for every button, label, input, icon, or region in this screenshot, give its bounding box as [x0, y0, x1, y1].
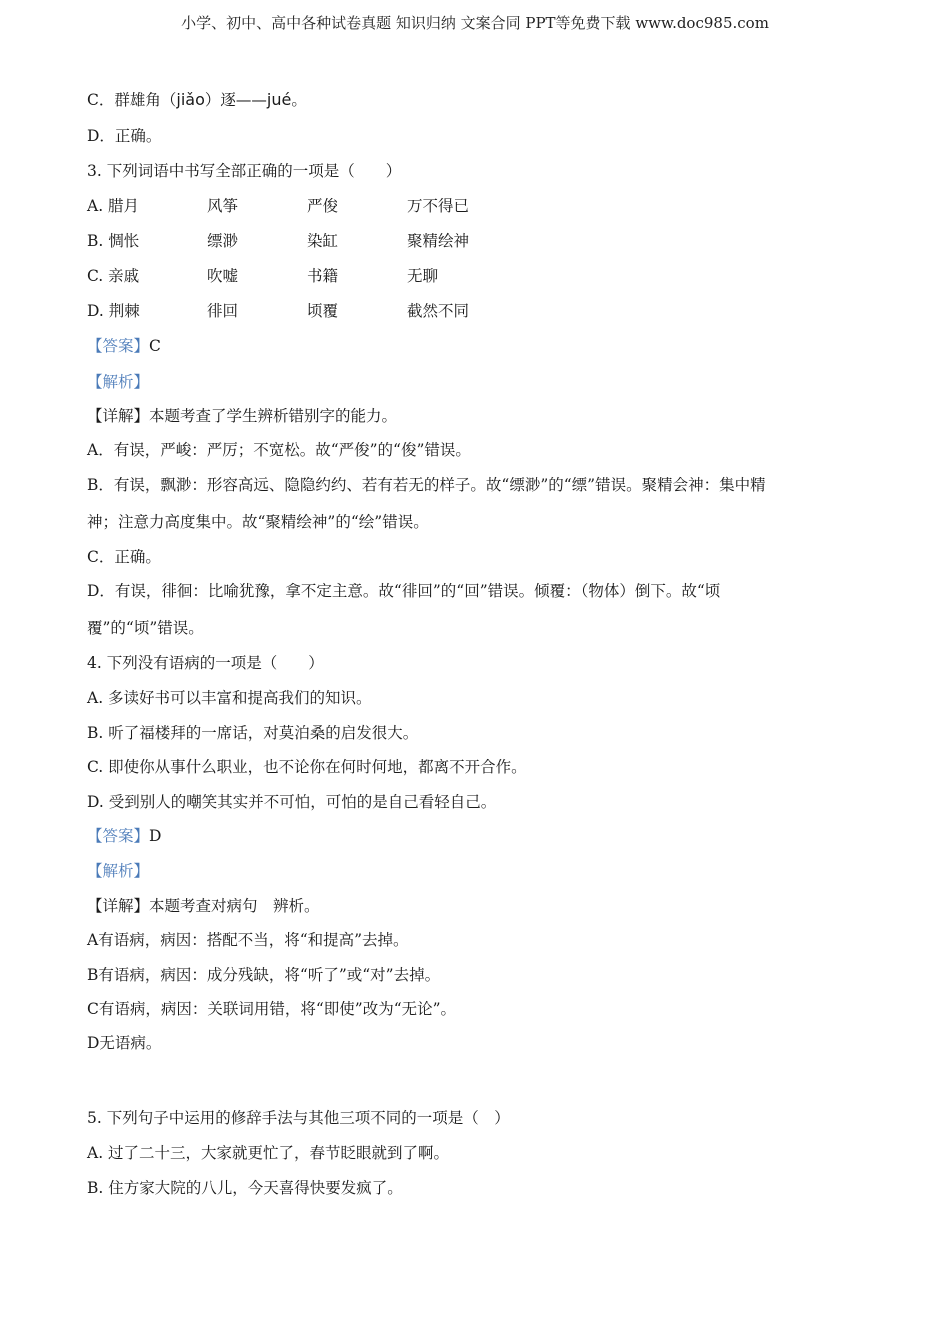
q3-stem: 3. 下列词语中书写全部正确的一项是（ ）: [87, 162, 402, 180]
q3-option-d-word3: 顷覆: [307, 302, 339, 320]
q5-option-a: A. 过了二十三，大家就更忙了，春节眨眼就到了啊。: [87, 1144, 450, 1162]
page-header: 小学、初中、高中各种试卷真题 知识归纳 文案合同 PPT等免费下载 www.doc985.com: [181, 14, 769, 32]
q2-option-c-prefix: C．群雄角（: [87, 91, 177, 109]
q3-explain-a: A．有误，严峻：严厉；不宽松。故“严俊”的“俊”错误。: [87, 441, 471, 459]
q3-option-b: [87, 231, 507, 251]
q3-option-d-label: D. 荆棘: [87, 302, 140, 320]
q4-explain-c: C有语病，病因：关联词用错，将“即使”改为“无论”。: [87, 1000, 457, 1018]
q4-explain-b: B有语病，病因：成分残缺，将“听了”或“对”去掉。: [87, 966, 441, 984]
q3-answer: [87, 336, 161, 356]
q4-explain-d: D无语病。: [87, 1034, 162, 1052]
q2-option-c-mid: ）逐——: [204, 91, 267, 109]
q4-analysis-tag: 【解析】: [87, 862, 150, 880]
q4-option-d: D. 受到别人的嘲笑其实并不可怕，可怕的是自己看轻自己。: [87, 793, 497, 811]
q5-option-b: B. 住方家大院的八儿，今天喜得快要发疯了。: [87, 1179, 403, 1197]
q3-option-b-word3: 染缸: [307, 232, 339, 250]
q3-explain-c: C．正确。: [87, 548, 161, 566]
q4-explain-a: A有语病，病因：搭配不当，将“和提高”去掉。: [87, 931, 409, 949]
q3-explain-d: D．有误，徘徊：比喻犹豫，拿不定主意。故“徘回”的“回”错误。倾覆：（物体）倒下。故“顷: [87, 582, 721, 600]
q2-option-c-end: 。: [291, 91, 307, 109]
q3-option-b-word2: 缥渺: [207, 232, 239, 250]
q4-answer-value: D: [149, 827, 162, 845]
q5-stem: 5. 下列句子中运用的修辞手法与其他三项不同的一项是（ ）: [87, 1109, 510, 1127]
q2-option-c: [87, 90, 307, 110]
q3-explain-d-cont: 覆”的“顷”错误。: [87, 619, 204, 637]
q3-option-c-word2: 吹嘘: [207, 267, 239, 285]
q3-option-a-label: A. 腊月: [87, 197, 140, 215]
q2-pinyin-jiao: jiǎo: [176, 90, 205, 109]
q3-option-c-word3: 书籍: [307, 267, 339, 285]
q4-answer: [87, 826, 161, 846]
q2-pinyin-jue: jué: [266, 90, 292, 109]
q3-option-c-word4: 无聊: [407, 267, 439, 285]
q3-option-d-word4: 截然不同: [407, 302, 470, 320]
q4-stem: 4. 下列没有语病的一项是（ ）: [87, 654, 324, 672]
q3-option-d-word2: 徘回: [207, 302, 239, 320]
q4-option-c: C. 即使你从事什么职业，也不论你在何时何地，都离不开合作。: [87, 758, 527, 776]
q4-detail: 【详解】本题考查对病句 辨析。: [87, 897, 320, 915]
q3-explain-b-cont: 神；注意力高度集中。故“聚精绘神”的“绘”错误。: [87, 513, 429, 531]
q4-answer-tag: 【答案】: [87, 827, 150, 845]
q3-explain-b: B．有误，飘渺：形容高远、隐隐约约、若有若无的样子。故“缥渺”的“缥”错误。聚精会神：集中精: [87, 476, 766, 494]
q3-answer-value: C: [149, 337, 161, 355]
q3-option-a-word2: 风筝: [207, 197, 239, 215]
q3-option-b-word4: 聚精绘神: [407, 232, 470, 250]
q3-option-a-word4: 万不得已: [407, 197, 470, 215]
q4-option-a: A. 多读好书可以丰富和提高我们的知识。: [87, 689, 372, 707]
q3-option-b-label: B. 惆怅: [87, 232, 140, 250]
q3-answer-tag: 【答案】: [87, 337, 150, 355]
q3-option-a-word3: 严俊: [307, 197, 339, 215]
q3-analysis-tag: 【解析】: [87, 373, 150, 391]
q3-option-c-label: C. 亲戚: [87, 267, 140, 285]
q3-option-a: [87, 196, 507, 216]
q3-detail: 【详解】本题考查了学生辨析错别字的能力。: [87, 407, 398, 425]
q3-option-c: [87, 266, 507, 286]
q4-option-b: B. 听了福楼拜的一席话，对莫泊桑的启发很大。: [87, 724, 419, 742]
q2-option-d: D．正确。: [87, 127, 162, 145]
q3-option-d: [87, 301, 507, 321]
